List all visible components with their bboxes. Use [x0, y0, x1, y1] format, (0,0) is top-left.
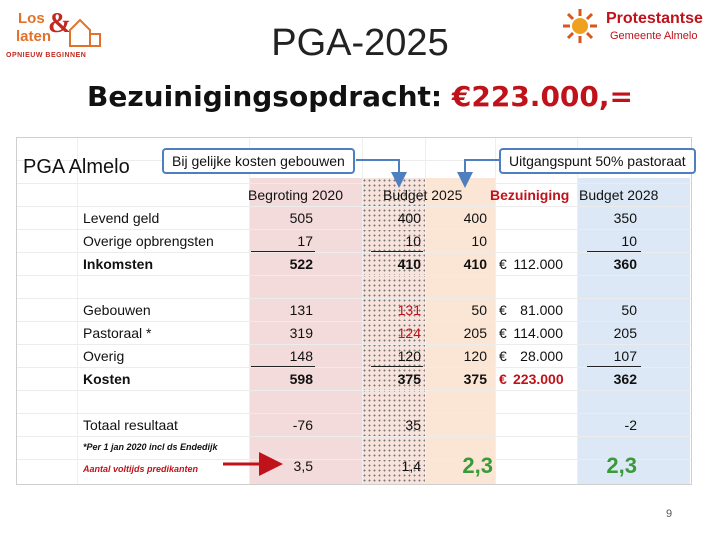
budget2028-value: 10 [621, 233, 637, 249]
begroting-value: 522 [289, 256, 313, 272]
budget2025-value: 35 [405, 417, 421, 433]
sheet-heading: PGA Almelo [23, 156, 130, 178]
euro-sign: € [499, 302, 507, 318]
euro-sign: € [499, 325, 507, 341]
pastoraat-value: 410 [463, 256, 487, 272]
row-label: Gebouwen [83, 302, 151, 318]
budget2025-value: 410 [397, 256, 421, 272]
logo-subname: Gemeente Almelo [610, 30, 698, 42]
pastoraat-value: 375 [463, 371, 487, 387]
bezuiniging-value: 28.000 [520, 348, 563, 364]
pastoraat-value: 50 [471, 302, 487, 318]
sum-line [587, 366, 641, 367]
euro-sign: € [499, 348, 507, 364]
col-header-budget2028: Budget 2028 [579, 187, 659, 203]
subtitle-amount: €223.000,= [451, 80, 633, 113]
begroting-value: 148 [289, 348, 313, 364]
row-label: Levend geld [83, 210, 160, 226]
row-label: Totaal resultaat [83, 417, 178, 433]
pastoraat-value: 10 [471, 233, 487, 249]
begroting-value: -76 [292, 417, 313, 433]
page-title: PGA-2025 [271, 22, 449, 64]
bezuiniging-value: 223.000 [513, 371, 564, 387]
predikanten-budget2028: 2,3 [606, 453, 637, 478]
budget2025-value: 124 [397, 325, 421, 341]
budget2025-value: 10 [405, 233, 421, 249]
row-label: Inkomsten [83, 256, 154, 272]
budget2028-value: 360 [613, 256, 637, 272]
bezuiniging-value: 112.000 [513, 256, 563, 272]
budget2028-value: 362 [613, 371, 637, 387]
footnote: *Per 1 jan 2020 incl ds Endedijk [83, 442, 218, 452]
sum-line [587, 251, 641, 252]
predikanten-label: Aantal voltijds predikanten [83, 464, 199, 474]
row-label: Overige opbrengsten [83, 233, 214, 249]
page-number: 9 [666, 508, 673, 520]
bezuiniging-value: 114.000 [513, 325, 563, 341]
budget2028-value: -2 [624, 417, 637, 433]
col-header-begroting: Begroting 2020 [248, 187, 343, 203]
sum-line [371, 366, 423, 367]
predikanten-pastoraat: 2,3 [462, 453, 493, 478]
predikanten-budget2025: 1,4 [401, 458, 421, 474]
callout-pastoraat: Uitgangspunt 50% pastoraat [499, 148, 696, 174]
euro-sign: € [499, 371, 507, 387]
begroting-value: 131 [289, 302, 313, 318]
sum-line [251, 251, 315, 252]
col-header-bezuiniging: Bezuiniging [490, 187, 570, 203]
pastoraat-value: 120 [463, 348, 487, 364]
budget2025-value: 375 [397, 371, 421, 387]
budget2028-value: 205 [613, 325, 637, 341]
logo-text-line2: laten [16, 28, 52, 45]
budget2028-value: 107 [613, 348, 637, 364]
subtitle-prefix: Bezuinigingsopdracht: [87, 80, 452, 113]
begroting-value: 598 [289, 371, 313, 387]
begroting-value: 17 [297, 233, 313, 249]
logo-text-line1: Los [18, 10, 45, 27]
arrow-to-bezuiniging [465, 160, 499, 180]
row-label: Pastoraal * [83, 325, 152, 341]
sum-line [251, 366, 315, 367]
budget2025-value: 120 [397, 348, 421, 364]
budget2025-value: 131 [397, 302, 421, 318]
arrow-to-budget2025 [356, 160, 399, 180]
euro-sign: € [499, 256, 507, 272]
sum-line [371, 251, 423, 252]
logo-ampersand: & [48, 8, 72, 39]
logo-tagline: OPNIEUW BEGINNEN [6, 52, 87, 59]
budget2028-value: 350 [613, 210, 637, 226]
predikanten-begroting: 3,5 [293, 458, 313, 474]
bezuiniging-value: 81.000 [520, 302, 563, 318]
row-label: Kosten [83, 371, 131, 387]
callout-gelijke-kosten: Bij gelijke kosten gebouwen [162, 148, 355, 174]
pastoraat-value: 205 [463, 325, 487, 341]
begroting-value: 319 [289, 325, 313, 341]
budget2028-value: 50 [621, 302, 637, 318]
page-subtitle [0, 80, 720, 113]
logo-name: Protestantse [606, 10, 703, 27]
pastoraat-value: 400 [463, 210, 487, 226]
budget2025-value: 400 [397, 210, 421, 226]
row-label: Overig [83, 348, 125, 364]
budget-spreadsheet [16, 137, 692, 485]
begroting-value: 505 [289, 210, 313, 226]
col-header-budget2025: Budget 2025 [383, 187, 463, 203]
